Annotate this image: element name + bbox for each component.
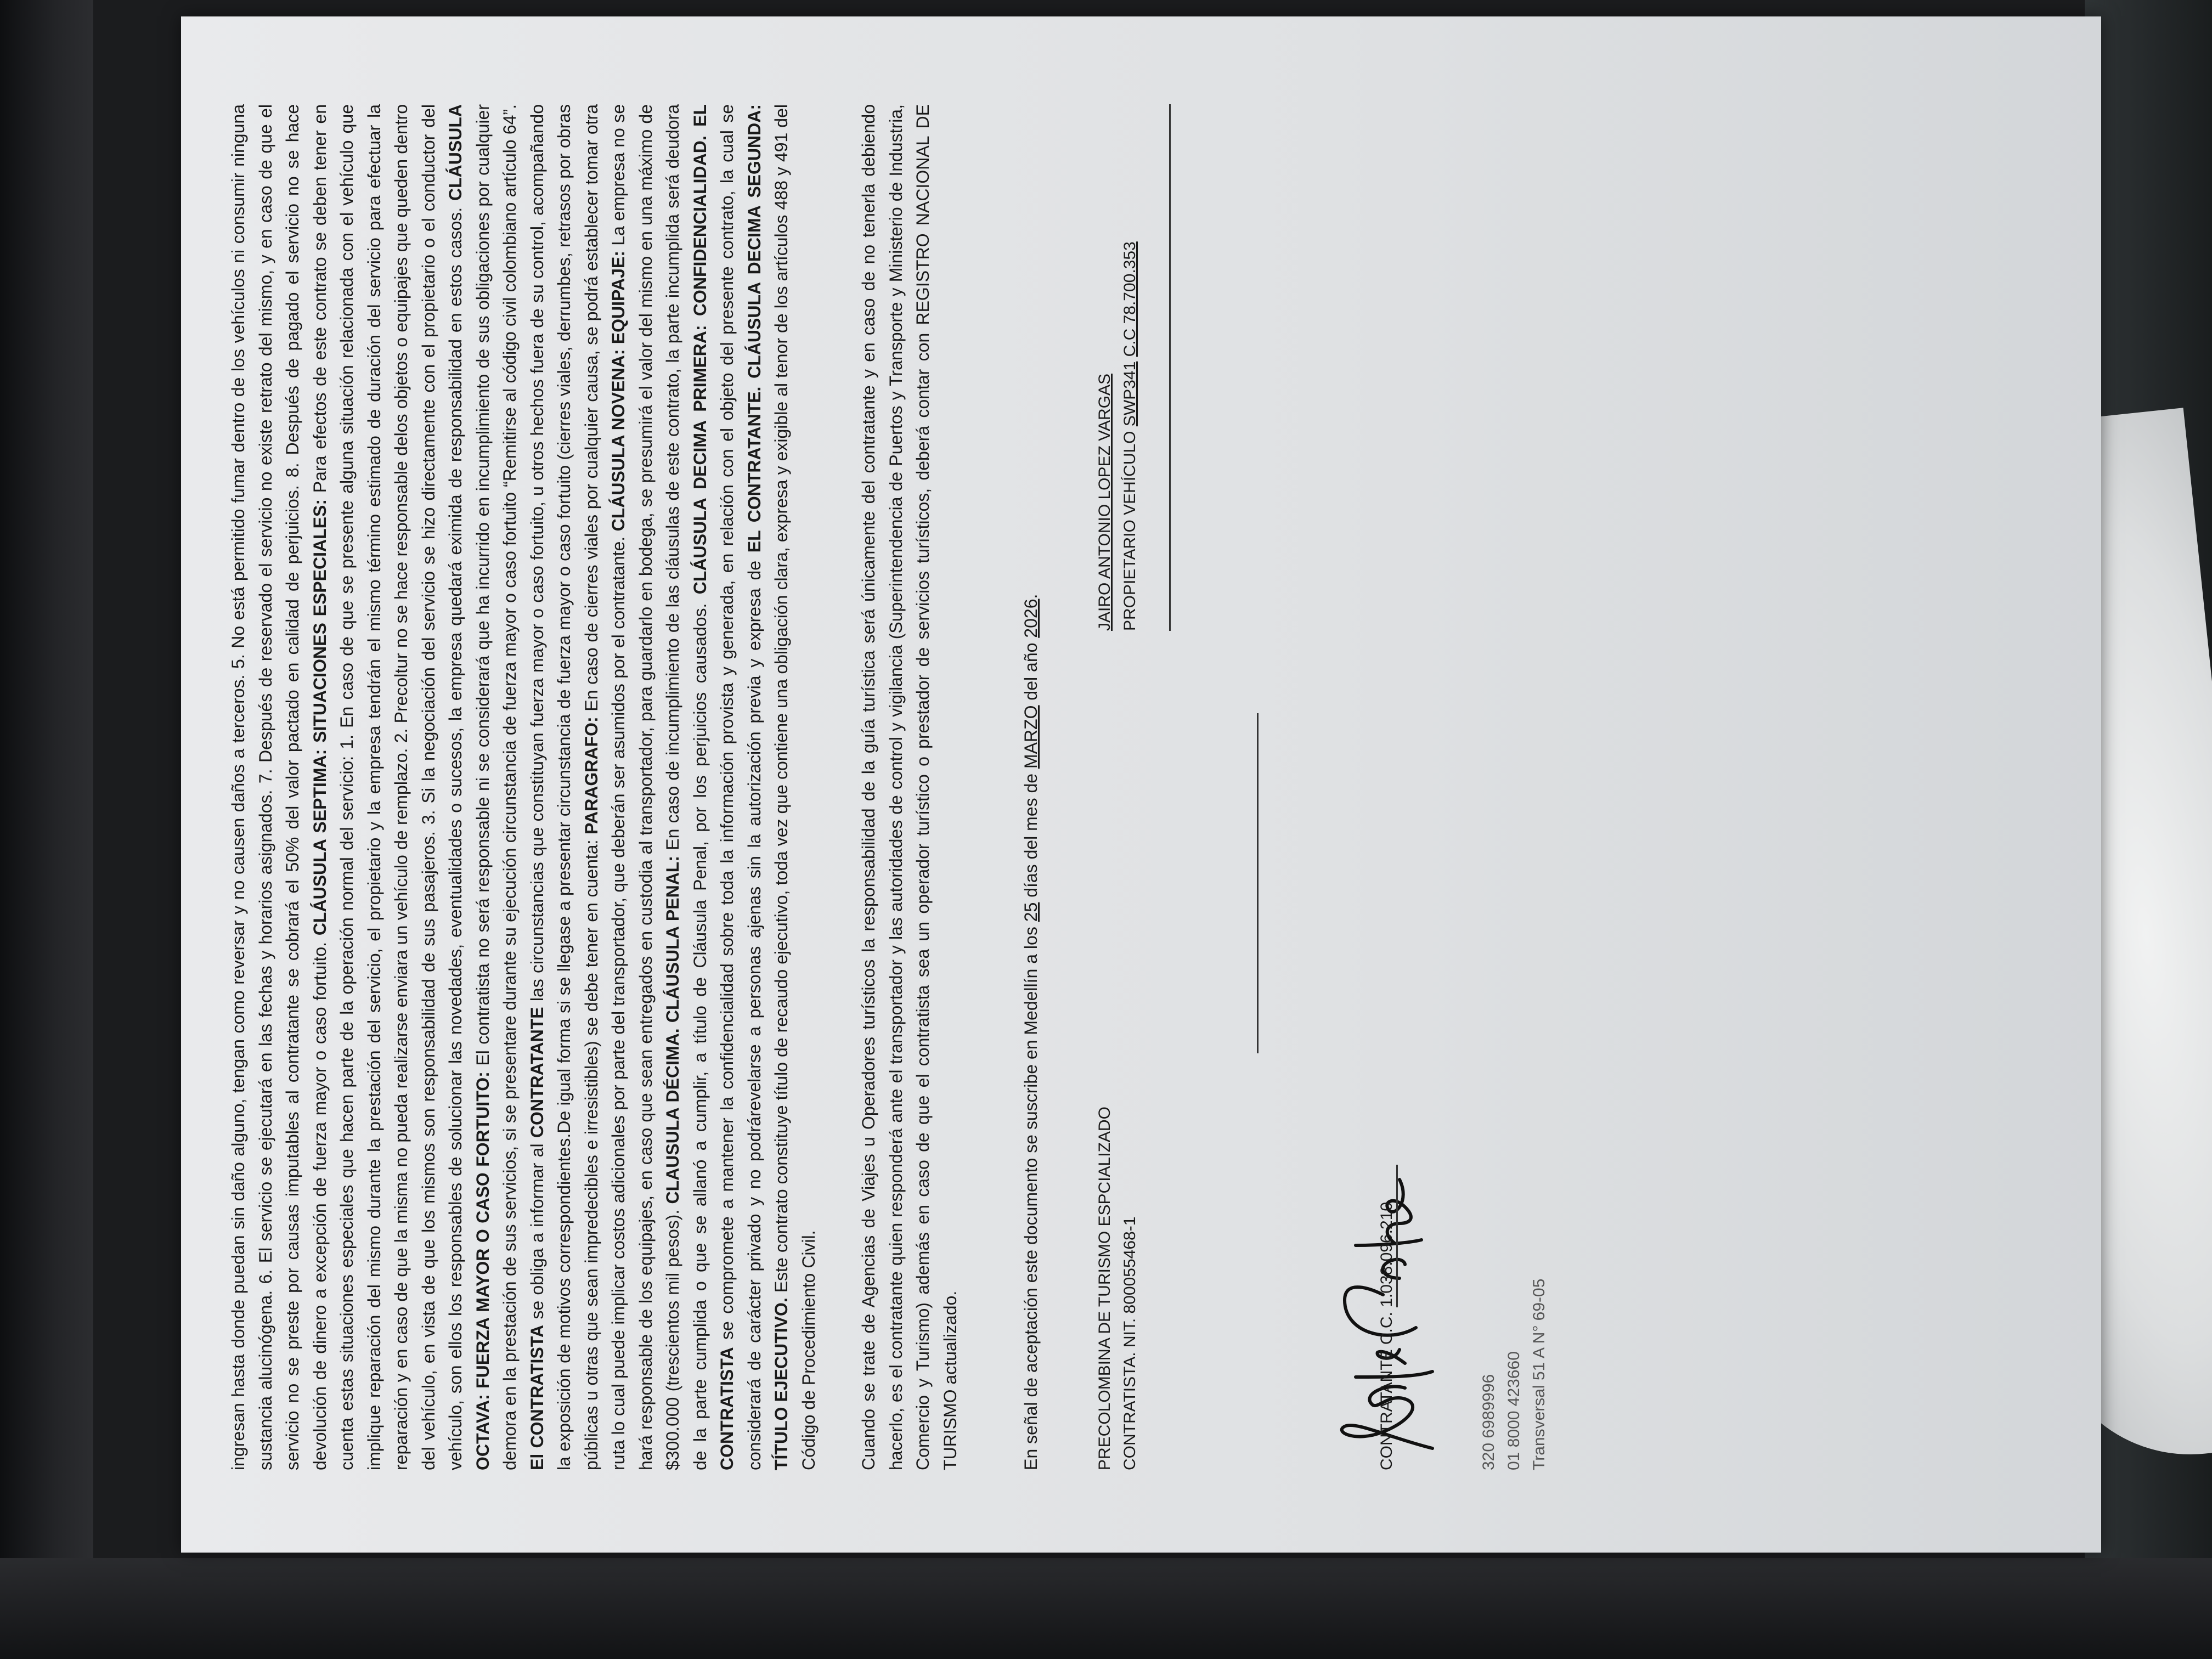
contract-page [181, 16, 2101, 1553]
acceptance-before-year: del año [1021, 637, 1041, 706]
background-bottom [0, 1558, 2212, 1659]
clause-heading: CLAUSULA DÉCIMA. CLÁUSULA PENAL: [663, 855, 682, 1204]
clause-body-text: Este contrato constituye título de recaudo ejecutivo, toda vez que contiene una obligación clara, expresa y exigible al tenor de los artículos 488 y 491 del Código de Procedimiento Civil. [771, 104, 819, 1470]
owner-cc: C.C 78.700.353 [1121, 241, 1139, 357]
clause-heading: CLÁUSULA NOVENA: EQUIPAJE: [608, 251, 628, 532]
acceptance-year: 2026 [1021, 599, 1041, 638]
footer-address: Transversal 51 A N° 69-05 [1530, 1278, 1548, 1470]
clause-heading: CLÁUSULA SEPTIMA: SITUACIONES ESPECIALES: [309, 499, 330, 936]
acceptance-statement [1019, 104, 1043, 1470]
footer-phone-2: 01 8000 423660 [1505, 1351, 1523, 1470]
guide-responsibility-paragraph: Cuando se trate de Agencias de Viajes u Operadores turísticos la responsabilidad de la guía turística será únicamente del contratante y en caso de no tenerla debiendo hacerlo, es el contratante quien responderá ante el transportador y las autoridades de control y vigilancia (Superintendencia de Puertos y Transporte y Ministerio de Industria, Comercio y Turismo) además en caso de que el contratista sea un operador turístico o prestador de servicios turísticos, deberá contar con REGISTRO NACIONAL DE TURISMO actualizado. [859, 104, 960, 1470]
clause-body-text: Para efectos de este contrato se deben tener en cuenta estas situaciones especiales que hacen parte de la operación normal del servicio: 1. En caso de que se presente alguna situación relacionada con el vehículo que implique reparación del mismo durante la prestación del servicio, el propietario y la empresa tendrán el mismo término estimado de duración del servicio para efectuar la reparación y en caso de que la misma no pueda realizarse enviara un vehículo de remplazo. 2. Precoltur no se hace responsable delos objetos o equipajes que queden dentro del vehículo, en vista de que los mismos son responsabilidad de sus pasajeros. 3. Si la negociación del servicio se hizo directamente con el propietario o el conductor del vehículo, son ellos los responsables de solucionar las novedades, eventualidades o sucesos, la empresa quedará eximida de responsabilidad en estos casos. [309, 104, 465, 1470]
contratante-cc: 1.038.096.210 [1378, 1165, 1398, 1307]
footer-contact [1476, 1279, 1552, 1470]
clause-body-text: En caso de incumplimiento de las cláusulas de este contrato, la parte incumplida será deudora de la parte cumplida o que se allanó a cumplir, a título de Cláusula Penal, por los perjuicios causados. [663, 104, 710, 1470]
acceptance-middle: días del mes de [1021, 769, 1041, 902]
acceptance-day: 25 [1021, 902, 1041, 922]
owner-signature-line [1169, 104, 1172, 631]
contratante-cc-line [1378, 1165, 1398, 1470]
owner-plate: SWP341 [1121, 361, 1139, 427]
owner-role [1118, 241, 1143, 631]
owner-block [1092, 241, 1143, 631]
clause-heading: El CONTRATISTA [527, 1324, 547, 1470]
signature-line-middle [1257, 713, 1259, 1053]
acceptance-prefix: En señal de aceptación este documento se suscribe en Medellín a los [1021, 922, 1041, 1470]
contratista-block [1092, 1107, 1143, 1470]
clause-body-text: ingresan hasta donde puedan sin daño alguno, tengan como reversar y no causen daños a terceros. 5. No está permitido fumar dentro de los vehículos ni consumir ninguna sustancia alucinógena. 6. El servicio se ejecutará en las fechas y horarios asignados. 7. Después de reservado el servicio no existe retrato del mismo, y en caso de que el servicio no se preste por causas imputables al contratante se cobrará el 50% del valor pactado en calidad de perjuicios. 8. Después de pagado el servicio no se hace devolución de dinero a excepción de fuerza mayor o caso fortuito. [228, 104, 330, 1470]
contract-clauses-paragraph [225, 104, 822, 1470]
owner-name: JAIRO ANTONIO LOPEZ VARGAS [1096, 374, 1114, 631]
clause-heading: EL CONTRATANTE. CLÁUSULA DECIMA SEGUNDA: TÍTULO EJECUTIVO. [744, 104, 791, 1470]
contratante-label: CONTRATANTE C.C. [1378, 1307, 1396, 1470]
contratista-nit: CONTRATISTA. NIT. 800055468-1 [1121, 1216, 1139, 1470]
contratista-name: PRECOLOMBINA DE TURISMO ESPCIALIZADO [1096, 1107, 1114, 1470]
clause-heading: PARAGRAFO: [581, 716, 601, 834]
clause-heading: CLÁUSULA OCTAVA: FUERZA MAYOR O CASO FORTUITO: [445, 104, 493, 1470]
background-left [0, 0, 93, 1659]
clause-body-text: las circunstancias que constituyan fuerza mayor o caso fortuito, u otros hechos fuera de su control, acompañando la exposición de motivos correspondientes.De igual forma si se llegase a presentar circunstancia de fuerza mayor o caso fortuito (cierres viales, derrumbes, retrasos por obras públicas u otras que sean impredecibles e irresistibles) se debe tener en cuenta: [527, 104, 601, 1470]
clause-heading: CONTRATANTE [527, 1007, 547, 1138]
clause-body-text: se obliga a informar al [527, 1138, 547, 1325]
clause-body-text: La empresa no se hará responsable de los equipajes, en caso que sean entregados en custodia al transportador, para guardarlo en bodega, se presumirá el valor del mismo en una máximo de $300.000 (trescientos mil pesos). [608, 104, 682, 1470]
acceptance-month: MARZO [1021, 705, 1041, 769]
signature-block [1092, 104, 1586, 1470]
clause-body-text: En caso de cierres viales por cualquier causa, se podrá establecer tomar otra ruta lo cual puede implicar costos adicionales por parte del transportador, que deberán ser asumidos por el contratante. [581, 104, 628, 1470]
acceptance-suffix: . [1021, 594, 1041, 599]
footer-phone-1: 320 6989996 [1480, 1374, 1498, 1470]
clause-body-text: se compromete a mantener la confidencialidad sobre toda la información provista y generada, en relación con el objeto del presente contrato, la cual se considerará de carácter privado y no podrárevelarse a personas ajenas sin la autorización previa y expresa de [717, 104, 764, 1470]
clause-heading: CLÁUSULA DECIMA PRIMERA: CONFIDENCIALIDAD. EL CONTRATISTA [690, 104, 737, 1470]
clause-body-text: El contratista no será responsable ni se considerará que ha incurrido en incumplimiento de sus obligaciones por cualquier demora en la prestación de sus servicios, si se presentare durante su ejecución circunstancia de fuerza mayor o caso fortuito “Remitirse al código civil colombiano artículo 64”. [472, 104, 520, 1470]
owner-role-label: PROPIETARIO VEHÍCULO [1121, 426, 1139, 631]
